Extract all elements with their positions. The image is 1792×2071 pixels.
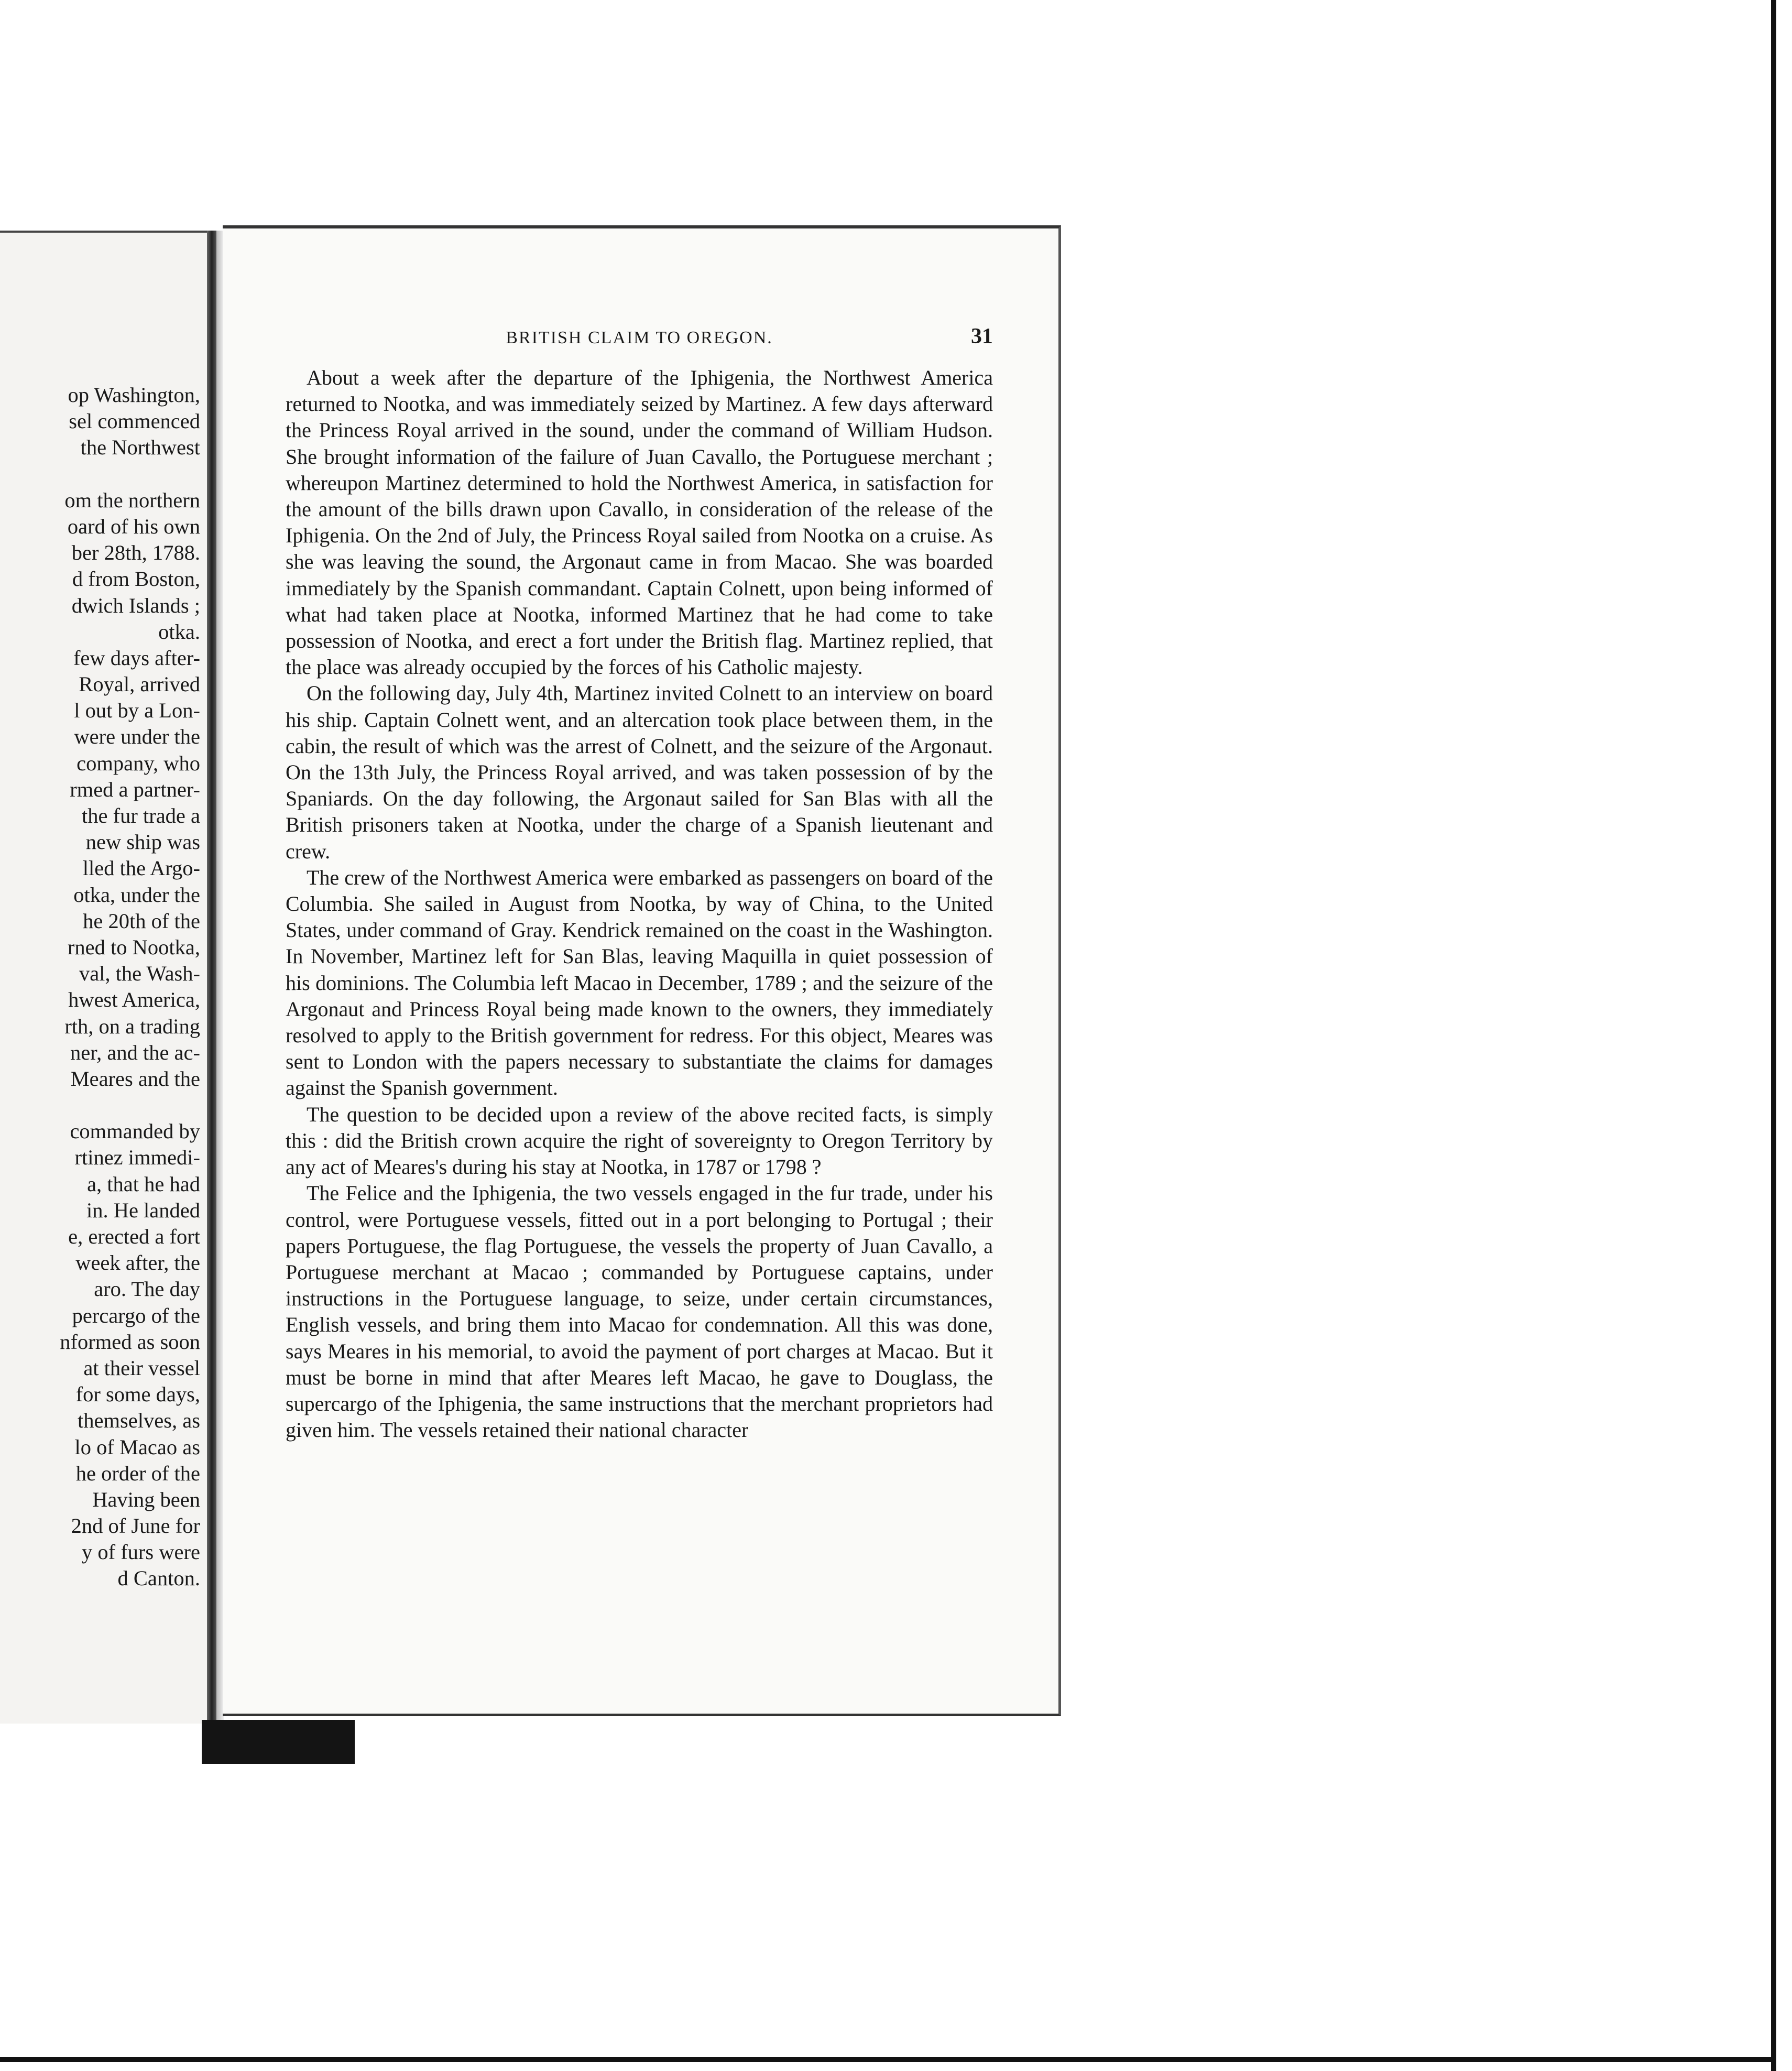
left-page-line: rned to Nootka,: [67, 935, 200, 959]
left-page-line: week after, the: [75, 1251, 200, 1275]
paragraph: On the following day, July 4th, Martinez invited Colnett to an interview on board his ship. Captain Colnett went, and an altercation took place between them, in the cabin, the result of which was the arrest of Colnett, and the seizure of the Argonaut. On the 13th July, the Princess Royal arrived, and was taken possession of by the Spaniards. On the day following, the Argonaut sailed for San Blas with all the British prisoners taken at Nootka, under the charge of a Spanish lieutenant and crew.: [286, 681, 993, 863]
page-number: 31: [971, 324, 993, 348]
left-page-line: were under the: [74, 725, 200, 749]
paragraph: The crew of the Northwest America were embarked as passengers on board of the Columbia. She sailed in August from Nootka, by way of China, to the United States, under command of Gray. Kendrick remained on the coast in the Washington. In November, Martinez left for San Blas, leaving Maquilla in quiet possession of his dominions. The Columbia left Macao in December, 1789 ; and the seizure of the Argonaut and Princess Royal being made known to the owners, they immediately resolved to apply to the British government for redress. For this object, Meares was sent to London with the papers necessary to substantiate the claims for damages against the Spanish government.: [286, 865, 993, 1100]
scan-border-bottom: [0, 2057, 1775, 2062]
left-page-line: op Washington,: [68, 383, 200, 407]
page-header: [286, 324, 993, 365]
left-page-line: in. He landed: [86, 1198, 200, 1222]
left-page-line: oard of his own: [67, 514, 200, 538]
paragraph: About a week after the departure of the Iphigenia, the Northwest America returned to Nootka, and was immediately seized by Martinez. A few days afterward the Princess Royal arrived in the sound, under the command of William Hudson. She brought information of the failure of Juan Cavallo, the Portuguese merchant ; whereupon Martinez determined to hold the Northwest America, in satisfaction for the amount of the bills drawn upon Cavallo, in consideration of the release of the Iphigenia. On the 2nd of July, the Princess Royal sailed from Nootka on a cruise. As she was leaving the sound, the Argonaut came in from Macao. She was boarded immediately by the Spanish commandant. Captain Colnett, upon being informed of what had taken place at Nootka, informed Martinez that he had come to take possession of Nootka, and erect a fort under the British flag. Martinez replied, that the place was already occupied by the forces of his Catholic majesty.: [286, 366, 993, 679]
left-page-line: company, who: [77, 751, 200, 775]
left-page-line: commanded by: [70, 1119, 200, 1143]
left-page-line: rtinez immedi-: [74, 1146, 200, 1170]
scan-border-right: [1771, 0, 1776, 2071]
left-page-line: new ship was: [85, 830, 200, 854]
left-page-line: ner, and the ac-: [70, 1040, 200, 1064]
left-page-line: l out by a Lon-: [74, 699, 200, 723]
left-page-line: nformed as soon: [60, 1329, 200, 1354]
scan-marker: [202, 1720, 355, 1764]
left-page-line: ber 28th, 1788.: [71, 541, 200, 565]
right-page: [223, 225, 1061, 1716]
left-page-line: sel commenced: [69, 409, 200, 433]
left-page-line: otka.: [158, 619, 200, 644]
left-page-line: lled the Argo-: [82, 856, 200, 880]
left-page-line: Having been: [92, 1487, 200, 1511]
left-page-line: the fur trade a: [82, 804, 200, 827]
left-page-line: d Canton.: [117, 1566, 200, 1590]
left-page-line: rmed a partner-: [70, 777, 200, 801]
left-page-line: at their vessel: [83, 1356, 200, 1380]
left-page-line: [0, 1092, 200, 1118]
left-page-line: a, that he had: [87, 1172, 200, 1196]
left-page-line: for some days,: [75, 1382, 200, 1407]
left-page-line: Meares and the: [70, 1066, 200, 1091]
left-page-line: rth, on a trading: [64, 1014, 200, 1038]
left-page-line: [0, 461, 200, 487]
left-page-line: he order of the: [75, 1461, 200, 1485]
left-page: [0, 231, 210, 1724]
left-page-line: the Northwest: [80, 435, 200, 460]
left-page-line: few days after-: [73, 646, 200, 670]
running-head: BRITISH CLAIM TO OREGON.: [506, 328, 773, 347]
left-page-line: e, erected a fort: [68, 1225, 200, 1248]
book-gutter: [207, 231, 216, 1721]
left-page-line: lo of Macao as: [74, 1435, 200, 1459]
page-content: [286, 324, 993, 1443]
left-page-line: d from Boston,: [72, 567, 200, 591]
left-page-line: Royal, arrived: [79, 672, 200, 696]
left-page-line: otka, under the: [73, 882, 200, 907]
left-page-line: themselves, as: [78, 1409, 200, 1433]
left-page-line: dwich Islands ;: [71, 593, 200, 617]
left-page-line: val, the Wash-: [79, 962, 200, 986]
left-page-line: he 20th of the: [83, 909, 200, 933]
left-page-line: y of furs were: [81, 1540, 200, 1564]
body-text: [286, 365, 993, 1443]
left-page-line: 2nd of June for: [71, 1514, 200, 1538]
left-page-line: percargo of the: [72, 1303, 200, 1327]
left-page-line: aro. The day: [94, 1277, 200, 1301]
left-page-line: hwest America,: [68, 988, 200, 1012]
paragraph: The Felice and the Iphigenia, the two vessels engaged in the fur trade, under his control, were Portuguese vessels, fitted out in a port belonging to Portugal ; their papers Portuguese, the flag Portuguese, the vessels the property of Juan Cavallo, a Portuguese merchant at Macao ; commanded by Portuguese captains, under instructions in the Portuguese language, to seize, under certain circumstances, English vessels, and bring them into Macao for condemnation. All this was done, says Meares in his memorial, to avoid the payment of port charges at Macao. But it must be borne in mind that after Meares left Macao, he gave to Douglass, the supercargo of the Iphigenia, the same instructions that the merchant proprietors had given him. The vessels retained their national character: [286, 1181, 993, 1442]
left-page-text: [0, 382, 200, 1592]
left-page-line: om the northern: [64, 488, 200, 512]
paragraph: The question to be decided upon a review of the above recited facts, is simply this : did the British crown acquire the right of sovereignty to Oregon Territory by any act of Meares's during his stay at Nootka, in 1787 or 1798 ?: [286, 1102, 993, 1179]
